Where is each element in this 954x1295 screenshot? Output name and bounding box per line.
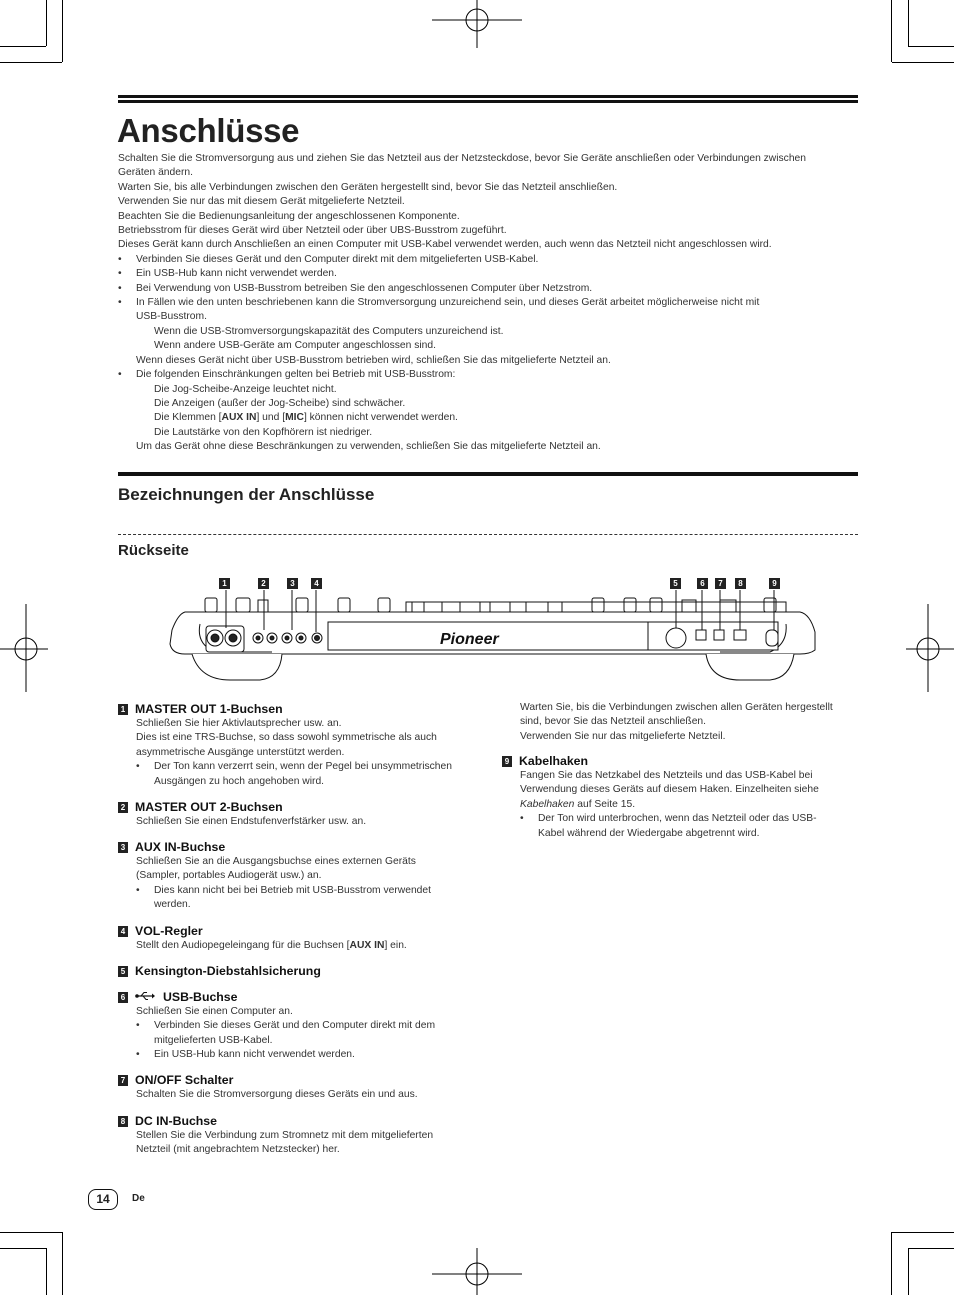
- item-line: (Sampler, portables Audiogerät usw.) an.: [136, 870, 322, 882]
- terminal-aux-in: AUX IN: [349, 940, 385, 951]
- bullet-text: Verbinden Sie dieses Gerät und den Computer direkt mit dem: [154, 1020, 436, 1032]
- item-title-text: Kabelhaken: [519, 754, 589, 768]
- item-title-text: AUX IN-Buchse: [135, 840, 226, 854]
- item-5: [118, 964, 488, 979]
- intro-text: [118, 152, 858, 455]
- item-number: 7: [118, 1075, 128, 1086]
- item-line: [520, 798, 862, 812]
- bullet-text: Der Ton kann verzerrt sein, wenn der Pegel bei unsymmetrischen: [154, 761, 452, 773]
- right-text-line: Verwenden Sie nur das mitgelieferte Netzteil.: [520, 730, 726, 742]
- callout-7: 7: [715, 578, 726, 589]
- item-line: Ausgängen zu hoch angehoben wird.: [154, 775, 325, 787]
- text: Die Klemmen [: [154, 412, 222, 424]
- item-number: 9: [502, 756, 512, 767]
- callout-8: 8: [735, 578, 746, 589]
- item-title: [118, 702, 488, 717]
- item-number: 8: [118, 1116, 128, 1127]
- item-title: [118, 990, 488, 1005]
- item-line: Dies ist eine TRS-Buchse, so dass sowohl symmetrische als auch: [136, 732, 437, 744]
- intro-bullet: [118, 368, 858, 382]
- right-text-line: Warten Sie, bis die Verbindungen zwischen allen Geräten hergestellt: [520, 702, 833, 713]
- item-number: 4: [118, 926, 128, 937]
- callout-5: 5: [670, 578, 681, 589]
- language-code: De: [132, 1193, 145, 1204]
- item-title-text: MASTER OUT 2-Buchsen: [135, 800, 283, 814]
- item-line: [136, 1048, 488, 1062]
- item-line: Stellen Sie die Verbindung zum Stromnetz mit dem mitgelieferten: [136, 1130, 434, 1141]
- item-line: Schließen Sie einen Computer an.: [136, 1006, 293, 1017]
- item-title-text: USB-Buchse: [163, 990, 238, 1004]
- item-body: [118, 717, 488, 789]
- intro-line: Verwenden Sie nur das mit diesem Gerät mitgelieferte Netzteil.: [118, 196, 405, 208]
- intro-line: Warten Sie, bis alle Verbindungen zwischen den Geräten hergestellt sind, bevor Sie das Netzteil anschließen.: [118, 181, 618, 193]
- item-title: [118, 964, 488, 979]
- item-line: Verwendung dieses Geräts auf diesem Haken. Einzelheiten siehe: [520, 784, 819, 796]
- intro-line: Die Jog-Scheibe-Anzeige leuchtet nicht.: [154, 383, 337, 395]
- bullet-text: Dies kann nicht bei bei Betrieb mit USB-Busstrom verwendet: [154, 884, 431, 896]
- item-line: Schalten Sie die Stromversorgung dieses Geräts ein und aus.: [136, 1089, 418, 1100]
- item-1: [118, 702, 488, 789]
- bullet-dot: •: [118, 297, 122, 309]
- item-number: 3: [118, 842, 128, 853]
- intro-bullet: [118, 267, 858, 281]
- item-line: Schließen Sie einen Endstufenverfstärker usw. an.: [136, 816, 367, 827]
- item-number: 5: [118, 966, 128, 977]
- item-line: Schließen Sie hier Aktivlautsprecher usw. an.: [136, 718, 342, 729]
- bullet-dot: •: [136, 761, 140, 773]
- intro-line: [118, 411, 858, 425]
- item-line: [520, 812, 862, 826]
- item-title: [118, 840, 488, 855]
- item-line: [136, 884, 488, 898]
- page-number: 14: [88, 1189, 118, 1210]
- item-line: werden.: [154, 899, 191, 911]
- bullet-dot: •: [136, 884, 140, 896]
- bullet-text: Die folgenden Einschränkungen gelten bei Betrieb mit USB-Busstrom:: [136, 369, 456, 381]
- registration-mark-top: [430, 0, 524, 50]
- item-line: [136, 1019, 488, 1033]
- text: auf Seite 15.: [574, 798, 636, 810]
- intro-line: Geräten ändern.: [118, 167, 193, 179]
- rear-panel-diagram: [160, 574, 820, 690]
- item-line: mitgelieferten USB-Kabel.: [154, 1034, 273, 1046]
- callout-1: 1: [219, 578, 230, 589]
- item-number: 1: [118, 704, 128, 715]
- item-title: [118, 924, 488, 939]
- bullet-dot: •: [136, 1020, 140, 1032]
- item-line: Netzteil (mit angebrachtem Netzstecker) her.: [136, 1144, 340, 1156]
- item-title: [118, 1073, 488, 1088]
- item-body: [118, 855, 488, 913]
- item-body: [502, 769, 862, 841]
- bullet-text: Bei Verwendung von USB-Busstrom betreiben Sie den angeschlossenen Computer über Netzstrom.: [136, 282, 593, 294]
- item-body: [118, 1129, 488, 1158]
- intro-line: Die Lautstärke von den Kopfhörern ist niedriger.: [154, 426, 373, 438]
- text: ] ein.: [384, 940, 407, 951]
- bullet-dot: •: [136, 1049, 140, 1061]
- item-7: [118, 1073, 488, 1102]
- callout-9: 9: [769, 578, 780, 589]
- item-line: Fangen Sie das Netzkabel des Netzteils und das USB-Kabel bei: [520, 770, 813, 781]
- page-title: Anschlüsse: [117, 112, 300, 149]
- section-title: Bezeichnungen der Anschlüsse: [118, 485, 375, 504]
- item-2: [118, 800, 488, 829]
- item-title-text: ON/OFF Schalter: [135, 1073, 234, 1087]
- intro-bullet: [118, 253, 858, 267]
- bullet-text: Der Ton wird unterbrochen, wenn das Netzteil oder das USB-: [538, 813, 817, 825]
- pioneer-logo: Pioneer: [440, 631, 499, 648]
- intro-bullet: [118, 282, 858, 296]
- intro-line: Beachten Sie die Bedienungsanleitung der angeschlossenen Komponente.: [118, 210, 460, 222]
- reference-link: Kabelhaken: [520, 798, 575, 810]
- item-line: Schließen Sie an die Ausgangsbuchse eines externen Geräts: [136, 856, 416, 867]
- intro-line: Um das Gerät ohne diese Beschränkungen zu verwenden, schließen Sie das mitgelieferte Netzteil an.: [136, 441, 601, 453]
- subsection-rule: [118, 534, 858, 535]
- intro-line: Dieses Gerät kann durch Anschließen an einen Computer mit USB-Kabel verwendet werden, auch wenn das Netzteil nicht angeschlossen wird.: [118, 239, 772, 251]
- item-number: 6: [118, 992, 128, 1003]
- item-9-kabelhaken: [502, 754, 862, 841]
- intro-line: Wenn die USB-Stromversorgungskapazität des Computers unzureichend ist.: [154, 325, 504, 337]
- callout-3: 3: [287, 578, 298, 589]
- registration-mark-bottom: [430, 1248, 524, 1295]
- item-title-text: MASTER OUT 1-Buchsen: [135, 702, 283, 716]
- usb-icon: [135, 990, 155, 1004]
- registration-mark-left: [0, 604, 50, 694]
- terminal-mic: MIC: [285, 412, 304, 424]
- text: Stellt den Audiopegeleingang für die Buchsen [: [136, 940, 350, 951]
- item-body: [118, 1088, 488, 1102]
- callout-4: 4: [311, 578, 322, 589]
- item-line: [136, 760, 488, 774]
- intro-line: Wenn dieses Gerät nicht über USB-Busstrom betrieben wird, schließen Sie das mitgelieferte Netzteil an.: [136, 354, 611, 366]
- subsection-title: Rückseite: [118, 542, 189, 559]
- bullet-dot: •: [520, 813, 524, 825]
- right-column-text: [520, 701, 860, 744]
- intro-line: Die Anzeigen (außer der Jog-Scheibe) sind schwächer.: [154, 397, 406, 409]
- terminal-aux-in: AUX IN: [221, 412, 257, 424]
- item-title: [118, 1114, 488, 1129]
- item-line: Kabel während der Wiedergabe abgetrennt wird.: [538, 827, 760, 839]
- intro-line: Betriebsstrom für dieses Gerät wird über Netzteil oder über UBS-Busstrom zugeführt.: [118, 225, 507, 237]
- item-title-text: VOL-Regler: [135, 924, 203, 938]
- text: ] können nicht verwendet werden.: [303, 412, 458, 424]
- item-8: [118, 1114, 488, 1158]
- item-title-text: Kensington-Diebstahlsicherung: [135, 964, 321, 978]
- section-rule: [118, 472, 858, 476]
- intro-line: Wenn andere USB-Geräte am Computer angeschlossen sind.: [154, 340, 436, 352]
- bullet-dot: •: [118, 268, 122, 280]
- item-body: [118, 1005, 488, 1063]
- bullet-dot: •: [118, 282, 122, 294]
- item-4: [118, 924, 488, 953]
- bullet-text: Ein USB-Hub kann nicht verwendet werden.: [136, 268, 337, 280]
- item-body: [118, 815, 488, 829]
- item-title: [502, 754, 862, 769]
- callout-2: 2: [258, 578, 269, 589]
- item-line: [136, 939, 488, 953]
- registration-mark-right: [904, 604, 954, 694]
- item-6: [118, 990, 488, 1063]
- intro-bullet: [118, 296, 858, 310]
- bullet-dot: •: [118, 369, 122, 381]
- item-3: [118, 840, 488, 913]
- bullet-text: In Fällen wie den unten beschriebenen kann die Stromversorgung unzureichend sein, und dieses Gerät arbeitet möglicherweise nicht mit: [136, 297, 760, 309]
- item-number: 2: [118, 802, 128, 813]
- intro-line: USB-Busstrom.: [136, 311, 207, 323]
- item-title: [118, 800, 488, 815]
- bullet-dot: •: [118, 253, 122, 265]
- intro-line: Schalten Sie die Stromversorgung aus und ziehen Sie das Netzteil aus der Netzsteckdose, bevor Sie Geräte anschließen oder Verbindungen zwischen: [118, 153, 807, 164]
- bullet-text: Verbinden Sie dieses Gerät und den Computer direkt mit dem mitgelieferten USB-Kabel.: [136, 253, 539, 265]
- item-line: asymmetrische Ausgänge unterstützt werden.: [136, 746, 345, 758]
- title-rule-gap: [118, 98, 858, 100]
- item-body: [118, 939, 488, 953]
- right-text-line: sind, bevor Sie das Netzteil anschließen.: [520, 716, 707, 728]
- text: ] und [: [256, 412, 286, 424]
- callout-6: 6: [697, 578, 708, 589]
- item-title-text: DC IN-Buchse: [135, 1114, 217, 1128]
- bullet-text: Ein USB-Hub kann nicht verwendet werden.: [154, 1049, 355, 1061]
